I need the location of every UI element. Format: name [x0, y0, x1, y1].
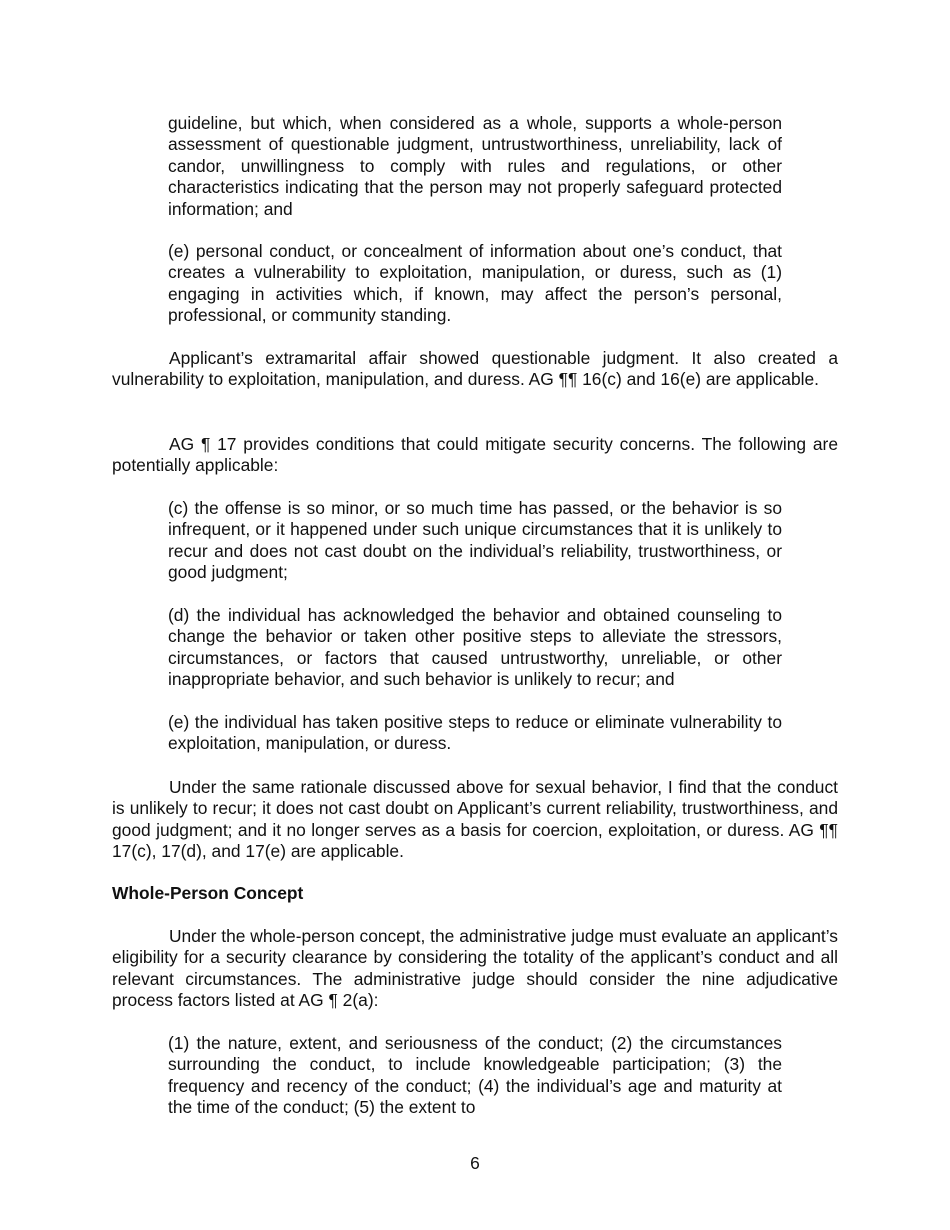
- page-number: 6: [470, 1153, 480, 1173]
- quoted-condition-17d: (d) the individual has acknowledged the behavior and obtained counseling to change the behavior or taken other positive steps to alleviate the stressors, circumstances, or factors that caused untrustworthy, unreliable, or other inappropriate behavior, and such behavior is unlikely to recur; and: [168, 605, 782, 690]
- section-heading-whole-person: Whole-Person Concept: [112, 883, 304, 903]
- quoted-condition-16e: (e) personal conduct, or concealment of information about one’s conduct, that creates a vulnerability to exploitation, manipulation, or duress, such as (1) engaging in activities which, if known, may affect the person’s personal, professional, or community standing.: [168, 241, 782, 326]
- quoted-condition-17c: (c) the offense is so minor, or so much time has passed, or the behavior is so infrequent, or it happened under such unique circumstances that it is unlikely to recur and does not cast doubt on the individual’s reliability, trustworthiness, or good judgment;: [168, 498, 782, 583]
- quoted-adjudicative-factors: (1) the nature, extent, and seriousness of the conduct; (2) the circumstances surrounding the conduct, to include knowledgeable participation; (3) the frequency and recency of the conduct; (4) the individual’s age and maturity at the time of the conduct; (5) the extent to: [168, 1033, 782, 1118]
- paragraph-17-intro: AG ¶ 17 provides conditions that could mitigate security concerns. The following are potentially applicable:: [112, 434, 838, 476]
- paragraph-whole-person-intro: Under the whole-person concept, the administrative judge must evaluate an applicant’s eligibility for a security clearance by considering the totality of the applicant’s conduct and all relevant circumstances. The administrative judge should consider the nine adjudicative process factors listed at AG ¶ 2(a):: [112, 926, 838, 1011]
- quoted-condition-17e: (e) the individual has taken positive steps to reduce or eliminate vulnerability to exploitation, manipulation, or duress.: [168, 712, 782, 754]
- paragraph-mitigation-finding: Under the same rationale discussed above for sexual behavior, I find that the conduct is unlikely to recur; it does not cast doubt on Applicant’s current reliability, trustworthiness, and good judgment; and it no longer serves as a basis for coercion, exploitation, or duress. AG ¶¶ 17(c), 17(d), and 17(e) are applicable.: [112, 777, 838, 862]
- paragraph-16-applicability: Applicant’s extramarital affair showed questionable judgment. It also created a vulnerability to exploitation, manipulation, and duress. AG ¶¶ 16(c) and 16(e) are applicable.: [112, 348, 838, 390]
- quoted-guideline-continuation: guideline, but which, when considered as a whole, supports a whole-person assessment of questionable judgment, untrustworthiness, unreliability, lack of candor, unwillingness to comply with rules and regulations, or other characteristics indicating that the person may not properly safeguard protected information; and: [168, 113, 782, 219]
